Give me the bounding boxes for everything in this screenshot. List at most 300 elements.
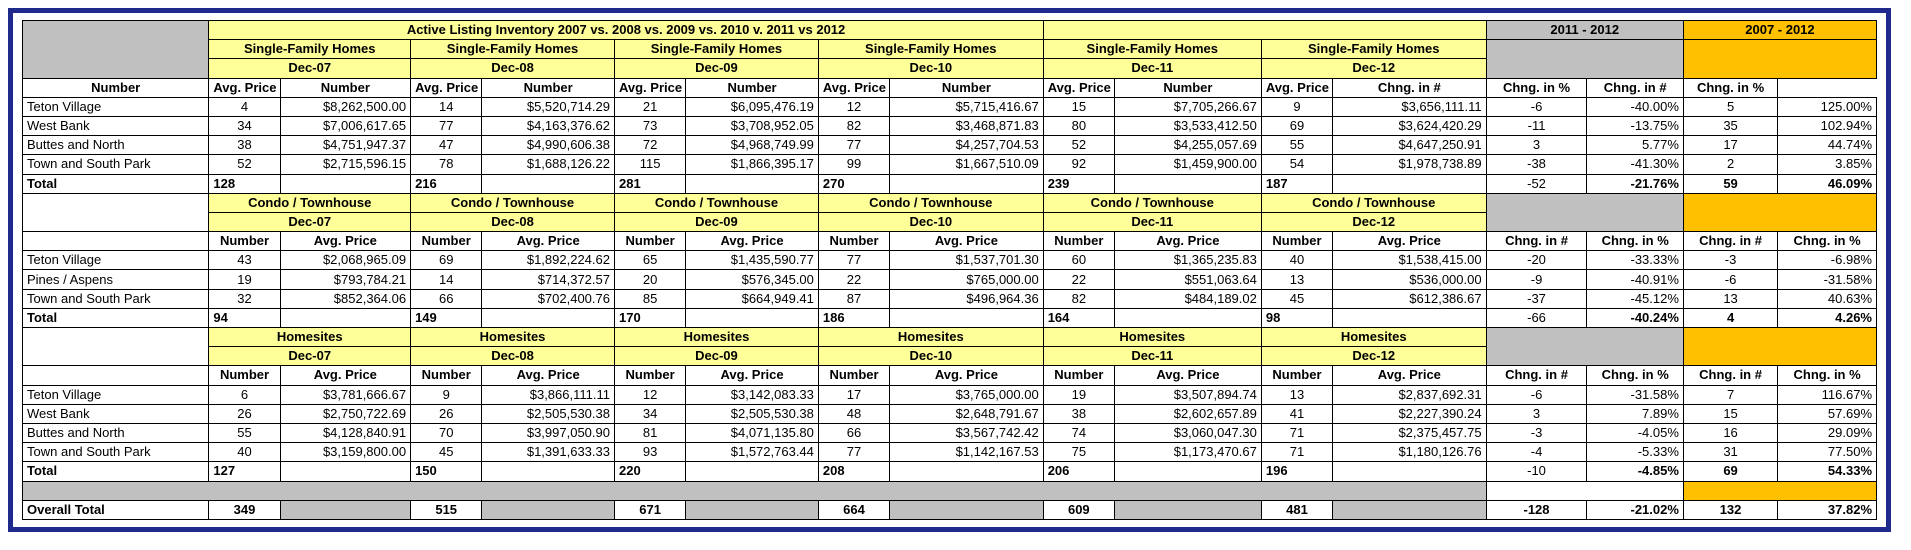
area-header-blank: [23, 366, 209, 385]
chng-pct-2011: -31.58%: [1587, 385, 1683, 404]
number-value: 72: [614, 136, 685, 155]
period-label: Dec-07: [209, 59, 411, 78]
number-value: 87: [818, 289, 889, 308]
chg-2007-2012-blank: [1683, 40, 1876, 78]
avg-price-value: $1,365,235.83: [1114, 251, 1261, 270]
period-label: Dec-11: [1043, 347, 1261, 366]
chng-pct-2011: -5.33%: [1587, 443, 1683, 462]
number-value: 69: [1261, 116, 1332, 135]
total-price-blank: [1114, 462, 1261, 481]
type-label: Homesites: [1261, 328, 1486, 347]
spacer-white: [1486, 481, 1683, 500]
col-chng-pct: Chng. in %: [1778, 232, 1877, 251]
avg-price-value: $3,159,800.00: [280, 443, 410, 462]
number-value: 55: [1261, 136, 1332, 155]
col-number: Number: [482, 78, 615, 97]
number-value: 15: [1043, 97, 1114, 116]
overall-number: 515: [411, 500, 482, 519]
avg-price-value: $3,624,420.29: [1333, 116, 1486, 135]
total-chng-pct-2011: -21.76%: [1587, 174, 1683, 193]
total-chng-pct-2011: -40.24%: [1587, 308, 1683, 327]
col-chng-num: Chng. in #: [1333, 78, 1486, 97]
chng-pct-2007: -6.98%: [1778, 251, 1877, 270]
number-value: 81: [614, 423, 685, 442]
total-number: 196: [1261, 462, 1332, 481]
chng-num-2007: 16: [1683, 423, 1777, 442]
type-label: Condo / Townhouse: [614, 193, 818, 212]
period-label: Dec-12: [1261, 347, 1486, 366]
chng-pct-2007: 102.94%: [1778, 116, 1877, 135]
area-name: West Bank: [23, 404, 209, 423]
period-label: Dec-10: [818, 59, 1043, 78]
avg-price-value: $1,866,395.17: [686, 155, 819, 174]
total-number: 128: [209, 174, 280, 193]
avg-price-value: $4,128,840.91: [280, 423, 410, 442]
number-value: 52: [209, 155, 280, 174]
avg-price-value: $2,715,596.15: [280, 155, 410, 174]
number-value: 75: [1043, 443, 1114, 462]
total-price-blank: [686, 174, 819, 193]
avg-price-value: $2,068,965.09: [280, 251, 410, 270]
avg-price-value: $702,400.76: [482, 289, 615, 308]
total-price-blank: [686, 462, 819, 481]
total-price-blank: [482, 462, 615, 481]
number-value: 34: [614, 404, 685, 423]
table-row: [23, 270, 1877, 289]
column-header-row: [23, 232, 1877, 251]
range-2007-2012: 2007 - 2012: [1683, 21, 1876, 40]
overall-chng-num-2007: 132: [1683, 500, 1777, 519]
chng-num-2007: 31: [1683, 443, 1777, 462]
col-chng-pct: Chng. in %: [1486, 78, 1587, 97]
number-value: 19: [1043, 385, 1114, 404]
chng-num-2011: -4: [1486, 443, 1587, 462]
avg-price-value: $1,537,701.30: [890, 251, 1044, 270]
col-avg-price: Avg. Price: [482, 366, 615, 385]
chg-2011-2012-blank: [1486, 328, 1683, 366]
total-number: 270: [818, 174, 889, 193]
avg-price-value: $4,751,947.37: [280, 136, 410, 155]
total-price-blank: [890, 462, 1044, 481]
number-value: 22: [818, 270, 889, 289]
area-name: Buttes and North: [23, 423, 209, 442]
number-value: 22: [1043, 270, 1114, 289]
type-label: Condo / Townhouse: [411, 193, 615, 212]
col-avg-price: Avg. Price: [1333, 366, 1486, 385]
avg-price-value: $3,708,952.05: [686, 116, 819, 135]
type-label: Condo / Townhouse: [209, 193, 411, 212]
section-header-row: [23, 21, 1877, 40]
table-row: [23, 443, 1877, 462]
avg-price-value: $1,459,900.00: [1114, 155, 1261, 174]
number-value: 82: [818, 116, 889, 135]
avg-price-value: $484,189.02: [1114, 289, 1261, 308]
avg-price-value: $1,142,167.53: [890, 443, 1044, 462]
number-value: 9: [1261, 97, 1332, 116]
number-value: 93: [614, 443, 685, 462]
number-value: 92: [1043, 155, 1114, 174]
number-value: 99: [818, 155, 889, 174]
chg-2007-2012-blank: [1683, 193, 1876, 231]
total-label: Total: [23, 174, 209, 193]
avg-price-value: $3,765,000.00: [890, 385, 1044, 404]
number-value: 65: [614, 251, 685, 270]
spacer-row: [23, 481, 1877, 500]
chng-num-2007: 5: [1683, 97, 1777, 116]
total-number: 206: [1043, 462, 1114, 481]
type-label: Homesites: [818, 328, 1043, 347]
col-number: Number: [1114, 78, 1261, 97]
number-value: 66: [411, 289, 482, 308]
total-chng-num-2011: -52: [1486, 174, 1587, 193]
total-row: [23, 174, 1877, 193]
chg-2011-2012-blank: [1486, 40, 1683, 78]
chng-pct-2011: -40.00%: [1587, 97, 1683, 116]
period-label: Dec-08: [411, 347, 615, 366]
number-value: 66: [818, 423, 889, 442]
total-price-blank: [280, 462, 410, 481]
col-number: Number: [890, 78, 1044, 97]
number-value: 9: [411, 385, 482, 404]
avg-price-value: $714,372.57: [482, 270, 615, 289]
number-value: 13: [1261, 385, 1332, 404]
number-value: 45: [1261, 289, 1332, 308]
overall-price-blank: [1333, 500, 1486, 519]
overall-total-row: [23, 500, 1877, 519]
chng-num-2007: -6: [1683, 270, 1777, 289]
col-chng-num: Chng. in #: [1486, 366, 1587, 385]
number-value: 32: [209, 289, 280, 308]
period-label: Dec-07: [209, 347, 411, 366]
col-avg-price: Avg. Price: [209, 78, 280, 97]
total-row: [23, 308, 1877, 327]
col-avg-price: Avg. Price: [614, 78, 685, 97]
chng-pct-2007: 29.09%: [1778, 423, 1877, 442]
report-title: Active Listing Inventory 2007 vs. 2008 vs. 2009 vs. 2010 v. 2011 vs 2012: [209, 21, 1043, 40]
avg-price-value: $5,520,714.29: [482, 97, 615, 116]
total-row: [23, 462, 1877, 481]
number-value: 26: [411, 404, 482, 423]
number-value: 38: [209, 136, 280, 155]
area-blank: [23, 328, 209, 366]
col-chng-num: Chng. in #: [1683, 366, 1777, 385]
avg-price-value: $1,180,126.76: [1333, 443, 1486, 462]
spacer-orange: [1683, 481, 1876, 500]
number-value: 48: [818, 404, 889, 423]
number-value: 38: [1043, 404, 1114, 423]
col-number: Number: [1043, 366, 1114, 385]
total-chng-pct-2011: -4.85%: [1587, 462, 1683, 481]
chng-num-2007: 35: [1683, 116, 1777, 135]
number-value: 21: [614, 97, 685, 116]
table-row: [23, 155, 1877, 174]
total-number: 164: [1043, 308, 1114, 327]
chng-num-2007: 17: [1683, 136, 1777, 155]
number-value: 13: [1261, 270, 1332, 289]
table-row: [23, 136, 1877, 155]
type-label: Condo / Townhouse: [818, 193, 1043, 212]
number-value: 71: [1261, 423, 1332, 442]
avg-price-value: $612,386.67: [1333, 289, 1486, 308]
number-value: 17: [818, 385, 889, 404]
total-label: Total: [23, 308, 209, 327]
overall-price-blank: [686, 500, 819, 519]
chng-num-2007: 13: [1683, 289, 1777, 308]
total-price-blank: [482, 174, 615, 193]
avg-price-value: $2,648,791.67: [890, 404, 1044, 423]
avg-price-value: $852,364.06: [280, 289, 410, 308]
avg-price-value: $3,656,111.11: [1333, 97, 1486, 116]
overall-chng-num-2011: -128: [1486, 500, 1587, 519]
avg-price-value: $3,781,666.67: [280, 385, 410, 404]
title-filler: [1043, 21, 1486, 40]
column-header-row: [23, 78, 1877, 97]
overall-chng-pct-2011: -21.02%: [1587, 500, 1683, 519]
avg-price-value: $2,505,530.38: [686, 404, 819, 423]
total-price-blank: [890, 174, 1044, 193]
col-number: Number: [280, 78, 410, 97]
chng-pct-2007: 116.67%: [1778, 385, 1877, 404]
table-row: [23, 116, 1877, 135]
avg-price-value: $3,866,111.11: [482, 385, 615, 404]
col-chng-num: Chng. in #: [1587, 78, 1683, 97]
type-row: [23, 40, 1877, 59]
period-label: Dec-10: [818, 212, 1043, 231]
table-row: [23, 423, 1877, 442]
chng-pct-2007: 57.69%: [1778, 404, 1877, 423]
area-name: Town and South Park: [23, 155, 209, 174]
col-number: Number: [818, 366, 889, 385]
overall-price-blank: [280, 500, 410, 519]
chng-pct-2011: -40.91%: [1587, 270, 1683, 289]
number-value: 77: [818, 251, 889, 270]
type-label: Single-Family Homes: [614, 40, 818, 59]
col-number: Number: [23, 78, 209, 97]
number-value: 69: [411, 251, 482, 270]
chng-num-2011: -3: [1486, 423, 1587, 442]
number-value: 77: [818, 443, 889, 462]
chng-pct-2011: 7.89%: [1587, 404, 1683, 423]
number-value: 12: [614, 385, 685, 404]
chng-pct-2011: -33.33%: [1587, 251, 1683, 270]
chng-num-2011: -37: [1486, 289, 1587, 308]
number-value: 77: [818, 136, 889, 155]
col-avg-price: Avg. Price: [482, 232, 615, 251]
avg-price-value: $4,968,749.99: [686, 136, 819, 155]
type-label: Homesites: [1043, 328, 1261, 347]
area-name: Teton Village: [23, 97, 209, 116]
col-avg-price: Avg. Price: [1043, 78, 1114, 97]
avg-price-value: $1,688,126.22: [482, 155, 615, 174]
table-row: [23, 97, 1877, 116]
col-chng-num: Chng. in #: [1683, 232, 1777, 251]
chng-pct-2007: 3.85%: [1778, 155, 1877, 174]
chng-pct-2007: 44.74%: [1778, 136, 1877, 155]
avg-price-value: $8,262,500.00: [280, 97, 410, 116]
chng-num-2011: 3: [1486, 404, 1587, 423]
area-name: Teton Village: [23, 385, 209, 404]
total-price-blank: [890, 308, 1044, 327]
total-price-blank: [280, 174, 410, 193]
number-value: 55: [209, 423, 280, 442]
avg-price-value: $4,163,376.62: [482, 116, 615, 135]
type-label: Condo / Townhouse: [1261, 193, 1486, 212]
number-value: 73: [614, 116, 685, 135]
avg-price-value: $536,000.00: [1333, 270, 1486, 289]
total-chng-pct-2007: 4.26%: [1778, 308, 1877, 327]
number-value: 70: [411, 423, 482, 442]
col-avg-price: Avg. Price: [686, 366, 819, 385]
table-row: [23, 385, 1877, 404]
col-avg-price: Avg. Price: [1261, 78, 1332, 97]
number-value: 71: [1261, 443, 1332, 462]
number-value: 45: [411, 443, 482, 462]
col-number: Number: [686, 78, 819, 97]
number-value: 78: [411, 155, 482, 174]
total-price-blank: [1333, 462, 1486, 481]
total-number: 94: [209, 308, 280, 327]
range-2011-2012: 2011 - 2012: [1486, 21, 1683, 40]
total-chng-pct-2007: 46.09%: [1778, 174, 1877, 193]
chng-pct-2011: -13.75%: [1587, 116, 1683, 135]
total-number: 127: [209, 462, 280, 481]
area-name: Pines / Aspens: [23, 270, 209, 289]
total-number: 186: [818, 308, 889, 327]
total-number: 220: [614, 462, 685, 481]
total-number: 150: [411, 462, 482, 481]
spacer-gray: [23, 481, 1487, 500]
total-price-blank: [1333, 308, 1486, 327]
avg-price-value: $3,507,894.74: [1114, 385, 1261, 404]
period-label: Dec-12: [1261, 212, 1486, 231]
overall-price-blank: [1114, 500, 1261, 519]
col-number: Number: [614, 232, 685, 251]
col-number: Number: [411, 232, 482, 251]
avg-price-value: $664,949.41: [686, 289, 819, 308]
number-value: 54: [1261, 155, 1332, 174]
period-label: Dec-08: [411, 212, 615, 231]
inventory-table: [22, 20, 1877, 520]
number-value: 26: [209, 404, 280, 423]
col-chng-pct: Chng. in %: [1587, 232, 1683, 251]
number-value: 47: [411, 136, 482, 155]
chng-pct-2007: 125.00%: [1778, 97, 1877, 116]
col-chng-pct: Chng. in %: [1683, 78, 1777, 97]
chng-num-2011: -6: [1486, 385, 1587, 404]
overall-total-label: Overall Total: [23, 500, 209, 519]
avg-price-value: $1,538,415.00: [1333, 251, 1486, 270]
chng-pct-2011: -4.05%: [1587, 423, 1683, 442]
number-value: 41: [1261, 404, 1332, 423]
col-avg-price: Avg. Price: [890, 366, 1044, 385]
col-number: Number: [411, 366, 482, 385]
col-avg-price: Avg. Price: [818, 78, 889, 97]
avg-price-value: $3,567,742.42: [890, 423, 1044, 442]
type-label: Single-Family Homes: [209, 40, 411, 59]
col-chng-num: Chng. in #: [1486, 232, 1587, 251]
period-label: Dec-10: [818, 347, 1043, 366]
avg-price-value: $3,997,050.90: [482, 423, 615, 442]
chg-2011-2012-blank: [1486, 193, 1683, 231]
avg-price-value: $2,505,530.38: [482, 404, 615, 423]
col-avg-price: Avg. Price: [1114, 366, 1261, 385]
period-label: Dec-08: [411, 59, 615, 78]
type-label: Homesites: [209, 328, 411, 347]
total-number: 149: [411, 308, 482, 327]
total-number: 281: [614, 174, 685, 193]
area-name: Town and South Park: [23, 443, 209, 462]
avg-price-value: $551,063.64: [1114, 270, 1261, 289]
total-price-blank: [280, 308, 410, 327]
chg-2007-2012-blank: [1683, 328, 1876, 366]
period-label: Dec-12: [1261, 59, 1486, 78]
avg-price-value: $3,060,047.30: [1114, 423, 1261, 442]
number-value: 52: [1043, 136, 1114, 155]
total-chng-num-2007: 59: [1683, 174, 1777, 193]
overall-price-blank: [482, 500, 615, 519]
avg-price-value: $6,095,476.19: [686, 97, 819, 116]
avg-price-value: $793,784.21: [280, 270, 410, 289]
avg-price-value: $2,837,692.31: [1333, 385, 1486, 404]
overall-number: 609: [1043, 500, 1114, 519]
type-label: Homesites: [614, 328, 818, 347]
number-value: 80: [1043, 116, 1114, 135]
avg-price-value: $576,345.00: [686, 270, 819, 289]
col-number: Number: [614, 366, 685, 385]
chng-num-2007: 2: [1683, 155, 1777, 174]
total-number: 98: [1261, 308, 1332, 327]
area-name: Town and South Park: [23, 289, 209, 308]
number-value: 19: [209, 270, 280, 289]
number-value: 14: [411, 97, 482, 116]
total-number: 170: [614, 308, 685, 327]
chng-num-2011: 3: [1486, 136, 1587, 155]
table-row: [23, 404, 1877, 423]
corner-blank: [23, 21, 209, 79]
avg-price-value: $3,468,871.83: [890, 116, 1044, 135]
total-price-blank: [482, 308, 615, 327]
period-label: Dec-11: [1043, 59, 1261, 78]
type-label: Homesites: [411, 328, 615, 347]
period-label: Dec-09: [614, 347, 818, 366]
area-name: Buttes and North: [23, 136, 209, 155]
avg-price-value: $7,006,617.65: [280, 116, 410, 135]
number-value: 6: [209, 385, 280, 404]
avg-price-value: $3,142,083.33: [686, 385, 819, 404]
period-label: Dec-09: [614, 59, 818, 78]
col-avg-price: Avg. Price: [1114, 232, 1261, 251]
avg-price-value: $2,750,722.69: [280, 404, 410, 423]
total-number: 239: [1043, 174, 1114, 193]
col-number: Number: [1261, 366, 1332, 385]
avg-price-value: $4,647,250.91: [1333, 136, 1486, 155]
period-label: Dec-09: [614, 212, 818, 231]
chng-num-2011: -9: [1486, 270, 1587, 289]
number-value: 20: [614, 270, 685, 289]
avg-price-value: $1,435,590.77: [686, 251, 819, 270]
col-number: Number: [1043, 232, 1114, 251]
type-label: Single-Family Homes: [818, 40, 1043, 59]
area-name: Teton Village: [23, 251, 209, 270]
chng-num-2011: -11: [1486, 116, 1587, 135]
col-avg-price: Avg. Price: [686, 232, 819, 251]
type-label: Condo / Townhouse: [1043, 193, 1261, 212]
table-row: [23, 289, 1877, 308]
number-value: 14: [411, 270, 482, 289]
avg-price-value: $1,892,224.62: [482, 251, 615, 270]
chng-num-2011: -20: [1486, 251, 1587, 270]
avg-price-value: $2,602,657.89: [1114, 404, 1261, 423]
